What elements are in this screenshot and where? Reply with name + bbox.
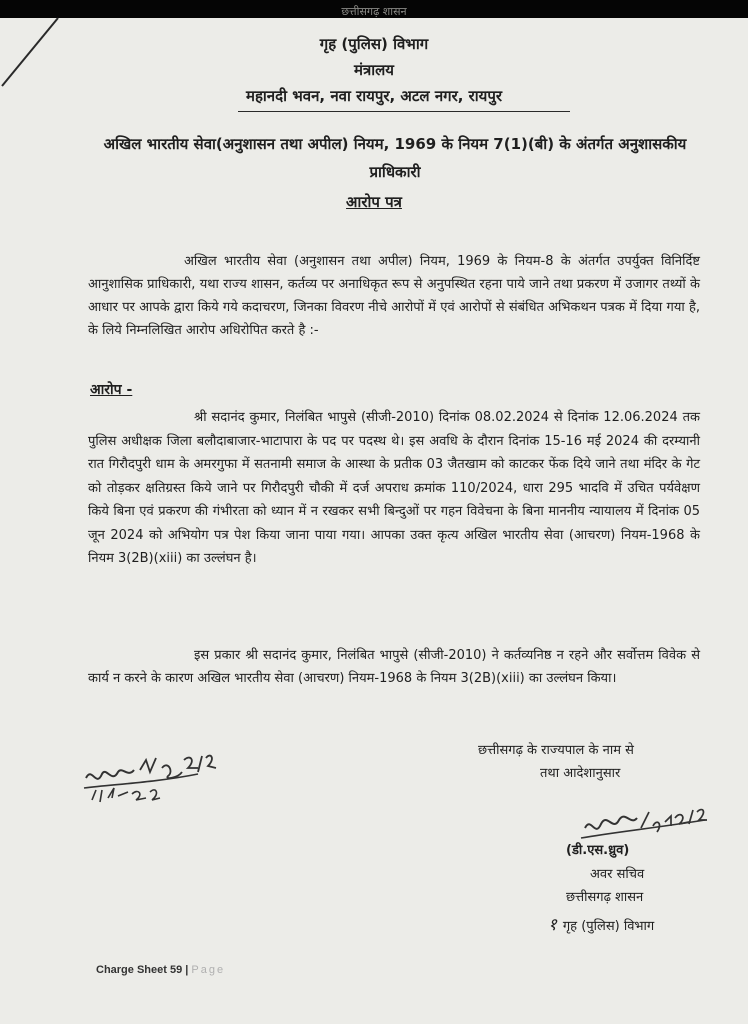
header-ministry: मंत्रालय [353, 61, 394, 79]
charge-sheet-title: आरोप पत्र [346, 193, 402, 211]
signature-line-governor: छत्तीसगढ़ के राज्यपाल के नाम से [478, 743, 634, 758]
header-underline [238, 111, 570, 112]
header-address: महानदी भवन, नवा रायपुर, अटल नगर, रायपुर [245, 87, 503, 105]
charge-paragraph: श्री सदानंद कुमार, निलंबित भापुसे (सीजी-2010) दिनांक 08.02.2024 से दिनांक 12.06.2024 तक पुलिस अधीक्षक जिला बलौदाबाजार-भाटापारा के पद पर पदस्थ थे। इस अवधि के दौरान दिनांक 15-16 मई 2024 की दरम्यानी रात गिरौदपुरी धाम के अमरगुफा में सतनामी समाज के आस्था के प्रतीक 03 जैतखाम को काटकर फेंक दिये जाने तथा मंदिर के गेट को तोड़कर क्षतिग्रस्त किये जाने पर गिरौदपुरी चौकी में दर्ज अपराध क्रमांक 110/2024, धारा 295 भादवि में उचित पर्यवेक्षण किये बिना एवं प्रकरण की गंभीरता को ध्यान में न रखकर सभी बिन्दुओं पर गहन विवेचना के बिना माननीय न्यायालय में दिनांक 05 जून 2024 को अभियोग पत्र पेश किया जाना पाया गया। आपका उक्त कृत्य अखिल भारतीय सेवा (आचरण) नियम-1968 के नियम 3(2B)(xiii) का उल्लंघन है। [88, 410, 700, 566]
signatory-designation: अवर सचिव [590, 867, 645, 882]
footer-page-text: Page [191, 964, 226, 976]
conclusion-paragraph: इस प्रकार श्री सदानंद कुमार, निलंबित भापुसे (सीजी-2010) ने कर्तव्यनिष्ठ न रहने और सर्वोत्तम विवेक से कार्य न करने के कारण अखिल भारतीय सेवा (आचरण) नियम-1968 के नियम 3(2B)(xiii) का उल्लंघन किया। [88, 648, 700, 686]
handwritten-initials-left [78, 748, 228, 820]
signature-line-order: तथा आदेशानुसार [540, 766, 621, 781]
document-page [0, 5, 748, 1024]
signatory-department: गृह (पुलिस) विभाग [562, 919, 655, 934]
signatory-government: छत्तीसगढ़ शासन [566, 890, 644, 905]
handwritten-number: १ [548, 915, 557, 935]
page-footer [96, 964, 225, 976]
header-department: गृह (पुलिस) विभाग [319, 35, 429, 53]
signatory-name: (डी.एस.ध्रुव) [566, 843, 630, 858]
charge-label: आरोप - [90, 382, 133, 398]
signatory-department-line [548, 912, 654, 935]
footer-label: Charge Sheet 59 | [96, 964, 189, 976]
header-faint-line: छत्तीसगढ़ शासन [341, 5, 407, 18]
intro-paragraph: अखिल भारतीय सेवा (अनुशासन तथा अपील) नियम, 1969 के नियम-8 के अंतर्गत उपर्युक्त विनिर्दिष्ट आनुशासिक प्राधिकारी, यथा राज्य शासन, कर्तव्य पर अनाधिकृत रूप से अनुपस्थित रहना पाये जाने तथा प्रकरण में उजागर तथ्यों के आधार पर आपके द्वारा किये गये कदाचरण, जिनका विवरण नीचे आरोपों में एवं आरोपों से संबंधित अभिकथन पत्रक में दिया गया है, के लिये निम्नलिखित आरोप अधिरोपित करते है :- [88, 254, 700, 338]
document-title: अखिल भारतीय सेवा(अनुशासन तथा अपील) नियम, 1969 के नियम 7(1)(बी) के अंतर्गत अनुशासकीय प्राधिकारी [103, 135, 687, 181]
